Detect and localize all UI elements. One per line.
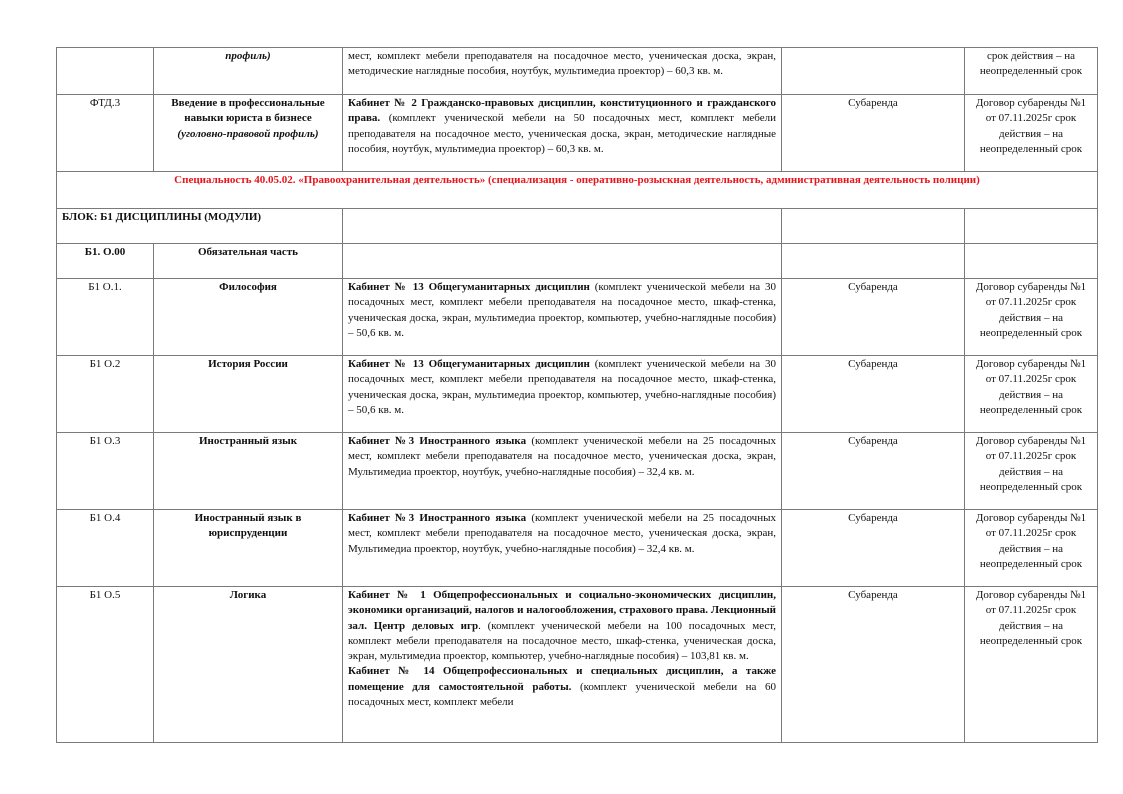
code-cell: Б1 О.2 <box>57 356 154 433</box>
empty-cell <box>965 244 1098 279</box>
room-entry <box>348 588 776 664</box>
empty-cell <box>965 209 1098 244</box>
contract-cell: Договор субаренды №1 от 07.11.2025г срок действия – на неопределенный срок <box>965 356 1098 433</box>
empty-cell <box>782 244 965 279</box>
room-title: Кабинет №3 Иностранного языка <box>348 435 527 447</box>
block-row <box>57 209 1098 244</box>
room-title: Кабинет № 2 Гражданско-правовых дисциплин, конституционного и гражданского права. <box>348 97 776 125</box>
room-cell <box>343 433 782 510</box>
table-row <box>57 433 1098 510</box>
section-row <box>57 244 1098 279</box>
contract-cell: Договор субаренды №1 от 07.11.2025г срок действия – на неопределенный срок <box>965 95 1098 172</box>
table-row <box>57 279 1098 356</box>
status-cell: Субаренда <box>782 279 965 356</box>
discipline-cell: Логика <box>154 587 343 743</box>
room-cell <box>343 95 782 172</box>
discipline-cell: Иностранный язык в юриспруденции <box>154 510 343 587</box>
discipline-cell: История России <box>154 356 343 433</box>
code-cell: Б1 О.1. <box>57 279 154 356</box>
status-cell: Субаренда <box>782 356 965 433</box>
section-code: Б1. О.00 <box>57 244 154 279</box>
code-cell: ФТД.3 <box>57 95 154 172</box>
empty-cell <box>343 209 782 244</box>
table-row <box>57 356 1098 433</box>
code-cell: Б1 О.4 <box>57 510 154 587</box>
discipline-cell: Иностранный язык <box>154 433 343 510</box>
status-cell: Субаренда <box>782 433 965 510</box>
contract-cell: срок действия – на неопределенный срок <box>965 48 1098 95</box>
contract-cell: Договор субаренды №1 от 07.11.2025г срок действия – на неопределенный срок <box>965 433 1098 510</box>
table-row-ftd3 <box>57 95 1098 172</box>
room-cell <box>343 279 782 356</box>
status-cell: Субаренда <box>782 510 965 587</box>
room-equipment: (комплект ученической мебели на 50 посадочных мест, комплект мебели преподавателя на посадочное место, ученическая доска, экран, методические наглядные пособия, ноутбук, мультимедиа проектор) – 60,3 кв. м. <box>348 112 776 155</box>
discipline-cell <box>154 95 343 172</box>
code-cell <box>57 48 154 95</box>
contract-cell: Договор субаренды №1 от 07.11.2025г срок действия – на неопределенный срок <box>965 279 1098 356</box>
facilities-table <box>56 47 1098 743</box>
status-cell: Субаренда <box>782 587 965 743</box>
discipline-cell: профиль) <box>154 48 343 95</box>
status-cell: Субаренда <box>782 95 965 172</box>
room-equipment: (комплект ученической мебели на 30 посадочных мест, комплект мебели преподавателя на посадочное место, шкаф-стенка, ученическая доска, экран, мультимедиа проектор, компьютер, учебно-наглядные пособия) – 50,6 кв. м. <box>348 281 776 339</box>
room-equipment: (комплект ученической мебели на 25 посадочных мест, комплект мебели преподавателя на посадочное место, ученическая доска, экран, Мультимедиа проектор, ноутбук, учебно-наглядные пособия) – 32,4 кв. м. <box>348 512 776 555</box>
room-equipment: (комплект ученической мебели на 25 посадочных мест, комплект мебели преподавателя на посадочное место, ученическая доска, экран, Мультимедиа проектор, ноутбук, учебно-наглядные пособия) – 32,4 кв. м. <box>348 435 776 478</box>
specialty-header: Специальность 40.05.02. «Правоохранительная деятельность» (специализация - оперативно-розыскная деятельность, административная деятельность полиции) <box>57 172 1098 209</box>
section-label: Обязательная часть <box>154 244 343 279</box>
room-title: Кабинет № 14 Общепрофессиональных и специальных дисциплин, а также помещение для самостоятельной работы. <box>348 665 776 693</box>
room-equipment: (комплект ученической мебели на 30 посадочных мест, комплект мебели преподавателя на посадочное место, шкаф-стенка, ученическая доска, экран, мультимедиа проектор, компьютер, учебно-наглядные пособия) – 50,6 кв. м. <box>348 358 776 416</box>
empty-cell <box>782 209 965 244</box>
room-title: Кабинет №3 Иностранного языка <box>348 512 527 524</box>
discipline-cell: Философия <box>154 279 343 356</box>
specialty-header-row <box>57 172 1098 209</box>
room-title: Кабинет № 13 Общегуманитарных дисциплин <box>348 281 590 293</box>
room-title: Кабинет № 1 Общепрофессиональных и социально-экономических дисциплин, экономики организаций, налогов и налогообложения, страхового права. Лекционный зал. Центр деловых игр <box>348 589 776 632</box>
room-cell <box>343 510 782 587</box>
room-cell <box>343 356 782 433</box>
block-label: БЛОК: Б1 ДИСЦИПЛИНЫ (МОДУЛИ) <box>57 209 343 244</box>
room-equipment: . (комплект ученической мебели на 100 посадочных мест, комплект мебели преподавателя на посадочное место, шкаф-стенка, ученическая доска, экран, мультимедиа проектор, компьютер, учебно-наглядные пособия) – 103,81 кв. м. <box>348 619 776 663</box>
discipline-name: Введение в профессиональные навыки юриста в бизнесе <box>171 97 325 125</box>
contract-cell: Договор субаренды №1 от 07.11.2025г срок действия – на неопределенный срок <box>965 587 1098 743</box>
empty-cell <box>343 244 782 279</box>
room-entry <box>348 664 776 710</box>
table-row-logic <box>57 587 1098 743</box>
status-cell <box>782 48 965 95</box>
room-title: Кабинет № 13 Общегуманитарных дисциплин <box>348 358 590 370</box>
discipline-profile: (уголовно-правовой профиль) <box>177 127 319 140</box>
room-cell: мест, комплект мебели преподавателя на посадочное место, ученическая доска, экран, методические наглядные пособия, ноутбук, мультимедиа проектор) – 60,3 кв. м. <box>343 48 782 95</box>
room-list <box>348 588 776 742</box>
contract-cell: Договор субаренды №1 от 07.11.2025г срок действия – на неопределенный срок <box>965 510 1098 587</box>
table-row <box>57 510 1098 587</box>
code-cell: Б1 О.3 <box>57 433 154 510</box>
room-equipment: (комплект ученической мебели на 60 посадочных мест, комплект мебели <box>348 680 776 709</box>
room-cell <box>343 587 782 743</box>
table-row-continued <box>57 48 1098 95</box>
code-cell: Б1 О.5 <box>57 587 154 743</box>
